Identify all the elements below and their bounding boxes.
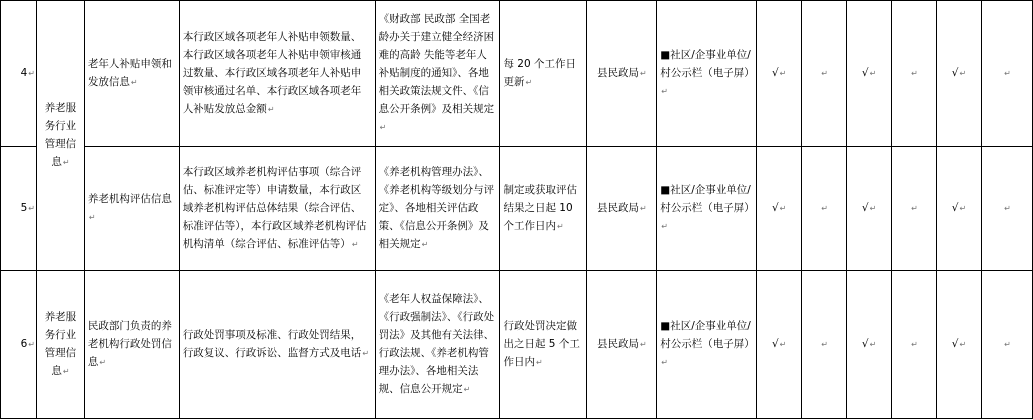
item-channel: ■社区/企事业单位/村公示栏（电子屏）↵ xyxy=(657,1,757,147)
check-cell: ↵ xyxy=(892,1,937,147)
item-basis: 《财政部 民政部 全国老龄办关于建立健全经济困难的高龄 失能等老年人补贴制度的通知》、各地相关政策法规文件、《信息公开条例》及相关规定↵ xyxy=(375,1,500,147)
item-time: 行政处罚决定做出之日起 5 个工作日内↵ xyxy=(500,271,587,419)
check-cell: ↵ xyxy=(981,1,1032,147)
item-channel: ■社区/企事业单位/村公示栏（电子屏）↵ xyxy=(657,147,757,271)
table-row xyxy=(1,271,1033,419)
check-cell: ↵ xyxy=(802,147,847,271)
category-cell: 养老服务行业管理信息↵ xyxy=(36,271,84,419)
item-name: 养老机构评估信息↵ xyxy=(84,147,179,271)
item-time: 制定或获取评估结果之日起 10 个工作日内↵ xyxy=(500,147,587,271)
category-cell: 养老服务行业管理信息↵ xyxy=(36,1,84,271)
item-basis: 《养老机构管理办法》、《养老机构等级划分与评定》、各地相关评估政策、《信息公开条例》及相关规定↵ xyxy=(375,147,500,271)
check-cell: ↵ xyxy=(892,271,937,419)
check-cell: ↵ xyxy=(802,271,847,419)
check-cell: √↵ xyxy=(847,1,892,147)
check-cell: √↵ xyxy=(937,1,982,147)
item-content: 本行政区域养老机构评估事项（综合评估、标准评定等）申请数量，本行政区域养老机构评估总体结果（综合评估、标准评估等），本行政区域养老机构评估机构清单（综合评估、标准评估等）↵ xyxy=(179,147,375,271)
item-channel: ■社区/企事业单位/村公示栏（电子屏）↵ xyxy=(657,271,757,419)
check-cell: √↵ xyxy=(757,271,802,419)
check-cell: √↵ xyxy=(847,271,892,419)
item-basis: 《老年人权益保障法》、《行政强制法》、《行政处罚法》及其他有关法律、行政法规、《养老机构管理办法》、各地相关法规、信息公开规定↵ xyxy=(375,271,500,419)
table-row xyxy=(1,147,1033,271)
check-cell: √↵ xyxy=(757,147,802,271)
table-row xyxy=(1,1,1033,147)
row-number: 6↵ xyxy=(1,271,37,419)
row-number: 5↵ xyxy=(1,147,37,271)
check-cell: √↵ xyxy=(757,1,802,147)
item-content: 本行政区域各项老年人补贴申领数量、本行政区域各项老年人补贴申领审核通过数量、本行政区域各项老年人补贴申领审核通过名单、本行政区域各项老年人补贴发放总金额↵ xyxy=(179,1,375,147)
check-cell: ↵ xyxy=(981,271,1032,419)
item-subject: 县民政局↵ xyxy=(587,271,657,419)
row-number: 4↵ xyxy=(1,1,37,147)
item-subject: 县民政局↵ xyxy=(587,1,657,147)
item-name: 民政部门负责的养老机构行政处罚信息↵ xyxy=(84,271,179,419)
check-cell: ↵ xyxy=(981,147,1032,271)
check-cell: √↵ xyxy=(937,271,982,419)
check-cell: ↵ xyxy=(892,147,937,271)
item-time: 每 20 个工作日更新↵ xyxy=(500,1,587,147)
check-cell: ↵ xyxy=(802,1,847,147)
item-subject: 县民政局↵ xyxy=(587,147,657,271)
item-name: 老年人补贴申领和发放信息↵ xyxy=(84,1,179,147)
check-cell: √↵ xyxy=(937,147,982,271)
check-cell: √↵ xyxy=(847,147,892,271)
item-content: 行政处罚事项及标准、行政处罚结果，行政复议、行政诉讼、监督方式及电话↵ xyxy=(179,271,375,419)
